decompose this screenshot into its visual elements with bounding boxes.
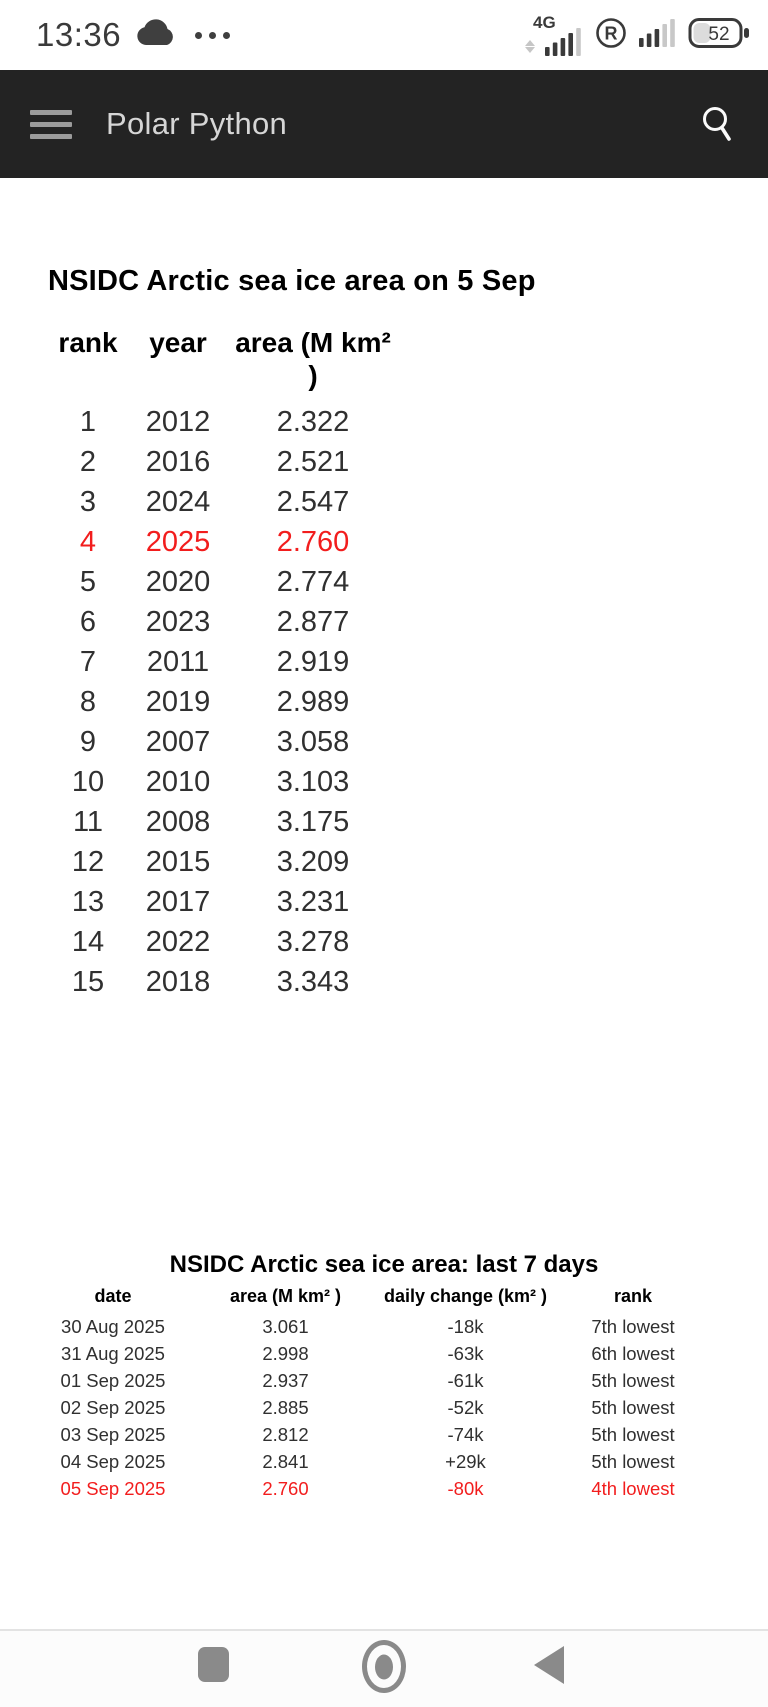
table-row (28, 1367, 768, 1394)
area-cell: 3.103 (276, 765, 350, 798)
cloud-icon (136, 19, 176, 51)
rank-cell: 2 (79, 445, 97, 478)
year-cell: 2017 (145, 885, 211, 918)
table-row (48, 402, 768, 442)
area-cell: 2.760 (276, 525, 350, 558)
rank-cell: 5 (79, 565, 97, 598)
date-cell: 03 Sep 2025 (60, 1423, 166, 1445)
rank-cell: 5th lowest (591, 1396, 675, 1418)
table-row (48, 442, 768, 482)
table-row (28, 1475, 768, 1502)
table-row (48, 882, 768, 922)
rank-cell: 6th lowest (591, 1342, 675, 1364)
rank-cell: 5th lowest (591, 1450, 675, 1472)
year-cell: 2011 (146, 645, 210, 678)
area-cell: 3.343 (276, 965, 350, 998)
table-row (48, 482, 768, 522)
area-cell: 2.885 (262, 1396, 309, 1418)
area-cell: 3.061 (262, 1315, 309, 1337)
rank-cell: 8 (79, 685, 97, 718)
column-header-daily-change: daily change (km² ) (383, 1286, 548, 1306)
change-cell: -18k (447, 1315, 484, 1337)
home-circle-icon[interactable] (362, 1640, 406, 1693)
column-header-rank: rank (613, 1286, 653, 1306)
year-cell: 2016 (145, 445, 211, 478)
rank-cell: 3 (79, 485, 97, 518)
signal-bars-icon (525, 14, 583, 56)
area-cell: 2.812 (262, 1423, 309, 1445)
battery-icon (688, 16, 750, 55)
table-row (28, 1421, 768, 1448)
year-cell: 2024 (145, 485, 211, 518)
daily-table-title: NSIDC Arctic sea ice area: last 7 days (169, 1251, 599, 1278)
table-row (48, 682, 768, 722)
date-cell: 02 Sep 2025 (60, 1396, 166, 1418)
ranking-table-header (48, 326, 768, 392)
rank-cell: 12 (71, 845, 105, 878)
table-row (48, 562, 768, 602)
rank-cell: 15 (71, 965, 105, 998)
change-cell: -63k (447, 1342, 484, 1364)
date-cell: 04 Sep 2025 (60, 1450, 166, 1472)
table-row (48, 522, 768, 562)
daily-table-header (28, 1285, 768, 1307)
area-cell: 2.919 (276, 645, 350, 678)
app-title: Polar Python (106, 106, 288, 141)
area-cell: 3.231 (276, 885, 350, 918)
hamburger-menu-icon[interactable] (30, 110, 72, 139)
date-cell: 31 Aug 2025 (61, 1342, 165, 1364)
area-cell: 2.322 (276, 405, 350, 438)
ranking-table-title: NSIDC Arctic sea ice area on 5 Sep (48, 265, 536, 297)
data-activity-icon (525, 40, 535, 53)
year-cell: 2015 (145, 845, 211, 878)
table-row (28, 1340, 768, 1367)
table-row (48, 762, 768, 802)
table-row (48, 802, 768, 842)
back-triangle-icon[interactable] (534, 1646, 564, 1684)
change-cell: -61k (447, 1369, 484, 1391)
year-cell: 2019 (145, 685, 211, 718)
column-header-date: date (94, 1286, 132, 1306)
table-row (48, 842, 768, 882)
rank-cell: 4 (79, 525, 97, 558)
table-row (48, 922, 768, 962)
area-cell: 2.989 (276, 685, 350, 718)
table-row (28, 1313, 768, 1340)
rank-cell: 11 (72, 805, 104, 838)
column-header-rank: rank (58, 327, 118, 358)
registered-roaming-icon (594, 16, 628, 55)
area-cell: 2.841 (262, 1450, 309, 1472)
area-cell: 2.937 (262, 1369, 309, 1391)
year-cell: 2022 (145, 925, 211, 958)
rank-cell: 1 (79, 405, 97, 438)
rank-cell: 14 (71, 925, 105, 958)
area-cell: 2.521 (276, 445, 350, 478)
recents-square-icon[interactable] (198, 1647, 229, 1682)
ellipsis-icon (195, 32, 230, 39)
area-cell: 3.175 (276, 805, 350, 838)
year-cell: 2008 (145, 805, 211, 838)
area-cell: 2.998 (262, 1342, 309, 1364)
change-cell: -52k (447, 1396, 484, 1418)
year-cell: 2012 (145, 405, 211, 438)
table-row (48, 642, 768, 682)
area-cell: 3.209 (276, 845, 350, 878)
change-cell: -74k (447, 1423, 484, 1445)
battery-percent-text: 52 (708, 23, 730, 45)
year-cell: 2025 (145, 525, 211, 558)
rank-cell: 9 (79, 725, 97, 758)
year-cell: 2010 (145, 765, 211, 798)
table-row (28, 1394, 768, 1421)
area-cell: 2.774 (276, 565, 350, 598)
rank-cell: 7 (79, 645, 97, 678)
network-type-label: 4G (533, 13, 556, 32)
rank-cell: 5th lowest (591, 1423, 675, 1445)
rank-cell: 10 (71, 765, 105, 798)
app-bar (0, 70, 768, 178)
date-cell: 05 Sep 2025 (60, 1477, 166, 1499)
area-cell: 3.058 (276, 725, 350, 758)
column-header-area: area (M km² ) (229, 1286, 342, 1306)
year-cell: 2020 (145, 565, 211, 598)
rank-cell: 5th lowest (591, 1369, 675, 1391)
signal-bars-icon (639, 19, 677, 52)
status-bar (0, 0, 768, 70)
table-row (48, 962, 768, 1002)
column-header-area: area (M km² ) (235, 327, 391, 391)
clock-text: 13:36 (36, 16, 122, 53)
rank-cell: 7th lowest (591, 1315, 675, 1337)
area-cell: 2.877 (276, 605, 350, 638)
area-cell: 2.760 (262, 1477, 309, 1499)
date-cell: 01 Sep 2025 (60, 1369, 166, 1391)
table-row (48, 602, 768, 642)
table-row (28, 1448, 768, 1475)
area-cell: 2.547 (276, 485, 350, 518)
table-row (48, 722, 768, 762)
rank-cell: 13 (71, 885, 105, 918)
search-icon[interactable] (698, 104, 738, 144)
svg-text:R: R (604, 23, 618, 43)
area-cell: 3.278 (276, 925, 350, 958)
daily-table (0, 1251, 768, 1502)
rank-cell: 4th lowest (591, 1477, 675, 1499)
date-cell: 30 Aug 2025 (61, 1315, 165, 1337)
navigation-bar (0, 1629, 768, 1707)
year-cell: 2007 (145, 725, 211, 758)
year-cell: 2018 (145, 965, 211, 998)
rank-cell: 6 (79, 605, 97, 638)
column-header-year: year (149, 327, 207, 358)
change-cell: -80k (447, 1477, 484, 1499)
ranking-table (48, 264, 768, 1002)
change-cell: +29k (445, 1450, 486, 1472)
year-cell: 2023 (145, 605, 211, 638)
